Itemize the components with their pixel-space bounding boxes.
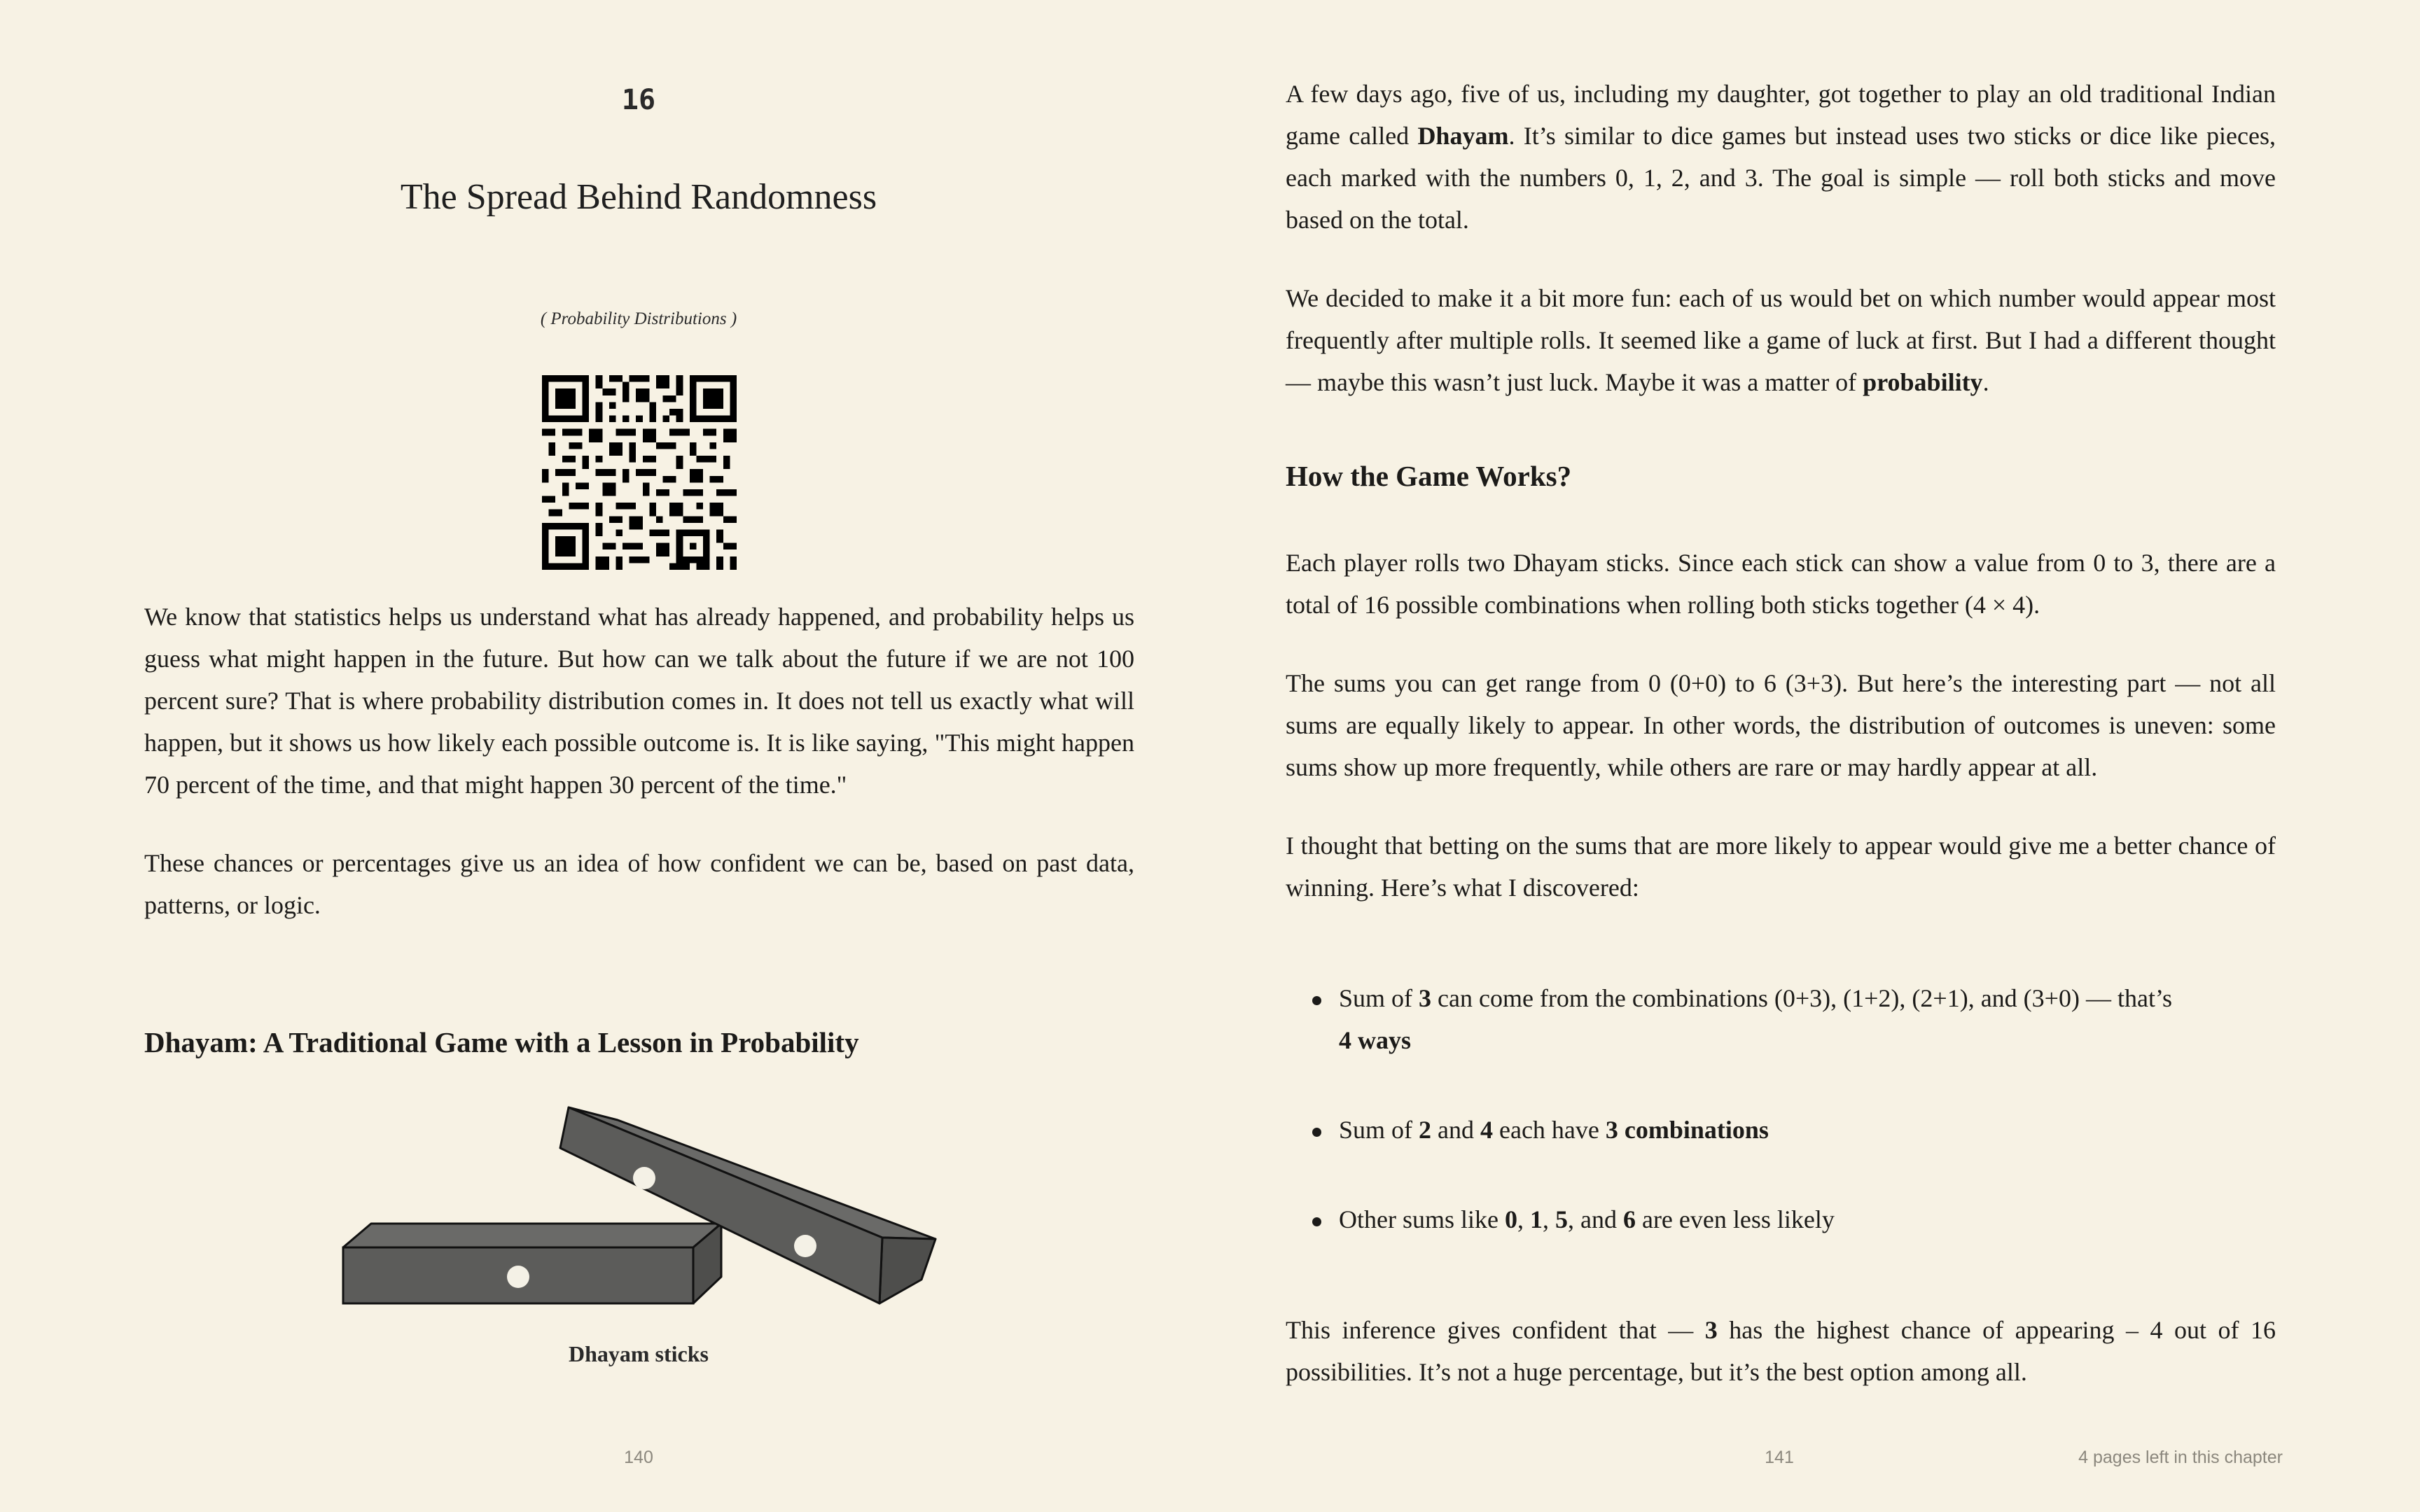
story-text [1286, 73, 2276, 403]
stick-dot [794, 1235, 816, 1257]
discovery-paragraph: I thought that betting on the sums that are more likely to appear would give me a better chance of winning. Here’s what I discovered: [1286, 832, 2276, 902]
intro-paragraph-2: These chances or percentages give us an idea of how confident we can be, based on past data, patterns, or logic. [144, 849, 1134, 919]
conclusion-paragraph: This inference gives confident that — 3 has the highest chance of appearing – 4 out of 16 possibilities. It’s not a huge percentage, but it’s the best option among all. [1286, 1316, 2276, 1386]
chapter-subtitle: ( Probability Distributions ) [540, 309, 737, 328]
stick-dot [633, 1167, 655, 1189]
chapter-title: The Spread Behind Randomness [400, 177, 877, 217]
findings-list-2 [1286, 1109, 2276, 1151]
page-number-left: 140 [624, 1448, 653, 1467]
dhayam-sticks-illustration [329, 1099, 945, 1323]
list-item: Sum of 3 can come from the combinations (0+3), (1+2), (2+1), and (3+0) — that’s 4 ways [1286, 977, 2276, 1061]
figure-caption: Dhayam sticks [568, 1341, 709, 1366]
distribution-paragraph: The sums you can get range from 0 (0+0) to 6 (3+3). But here’s the interesting part — not all sums are equally likely to appear. In other words, the distribution of outcomes is uneven: some sums show up more frequently, while others are rare or may hardly appear at all. [1286, 669, 2276, 781]
how-game-works-heading: How the Game Works? [1286, 460, 1572, 492]
findings-list [1286, 977, 2276, 1061]
stick-dot [507, 1266, 529, 1288]
intro-text [144, 596, 1134, 926]
story-paragraph-2: We decided to make it a bit more fun: each of us would bet on which number would appear most frequently after multiple rolls. It seemed like a game of luck at first. But I had a different thought — maybe this wasn’t just luck. Maybe it was a matter of probability. [1286, 284, 2276, 396]
game-explanation [1286, 542, 2276, 909]
page-number-right: 141 [1765, 1448, 1794, 1467]
story-paragraph-1: A few days ago, five of us, including my daughter, got together to play an old traditional Indian game called Dhayam. It’s similar to dice games but instead uses two sticks or dice like pieces, each marked with the numbers 0, 1, 2, and 3. The goal is simple — roll both sticks and move based on the total. [1286, 80, 2276, 234]
pages-left-indicator: 4 pages left in this chapter [2078, 1448, 2283, 1467]
chapter-number: 16 [621, 84, 656, 116]
combinations-paragraph: Each player rolls two Dhayam sticks. Since each stick can show a value from 0 to 3, there are a total of 16 possible combinations when rolling both sticks together (4 × 4). [1286, 549, 2276, 619]
list-item: Sum of 2 and 4 each have 3 combinations [1286, 1109, 2276, 1151]
qr-code[interactable] [542, 375, 737, 570]
section-heading: Dhayam: A Traditional Game with a Lesson in Probability [144, 1026, 859, 1058]
list-item: Other sums like 0, 1, 5, and 6 are even less likely [1286, 1198, 2276, 1240]
intro-paragraph-1: We know that statistics helps us understand what has already happened, and probability helps us guess what might happen in the future. But how can we talk about the future if we are not 100 percent sure? That is where probability distribution comes in. It does not tell us exactly what will happen, but it shows us how likely each possible outcome is. It is like saying, "This might happen 70 percent of the time, and that might happen 30 percent of the time." [144, 603, 1134, 799]
findings-list-3 [1286, 1198, 2276, 1240]
stick-horizontal [343, 1224, 721, 1303]
